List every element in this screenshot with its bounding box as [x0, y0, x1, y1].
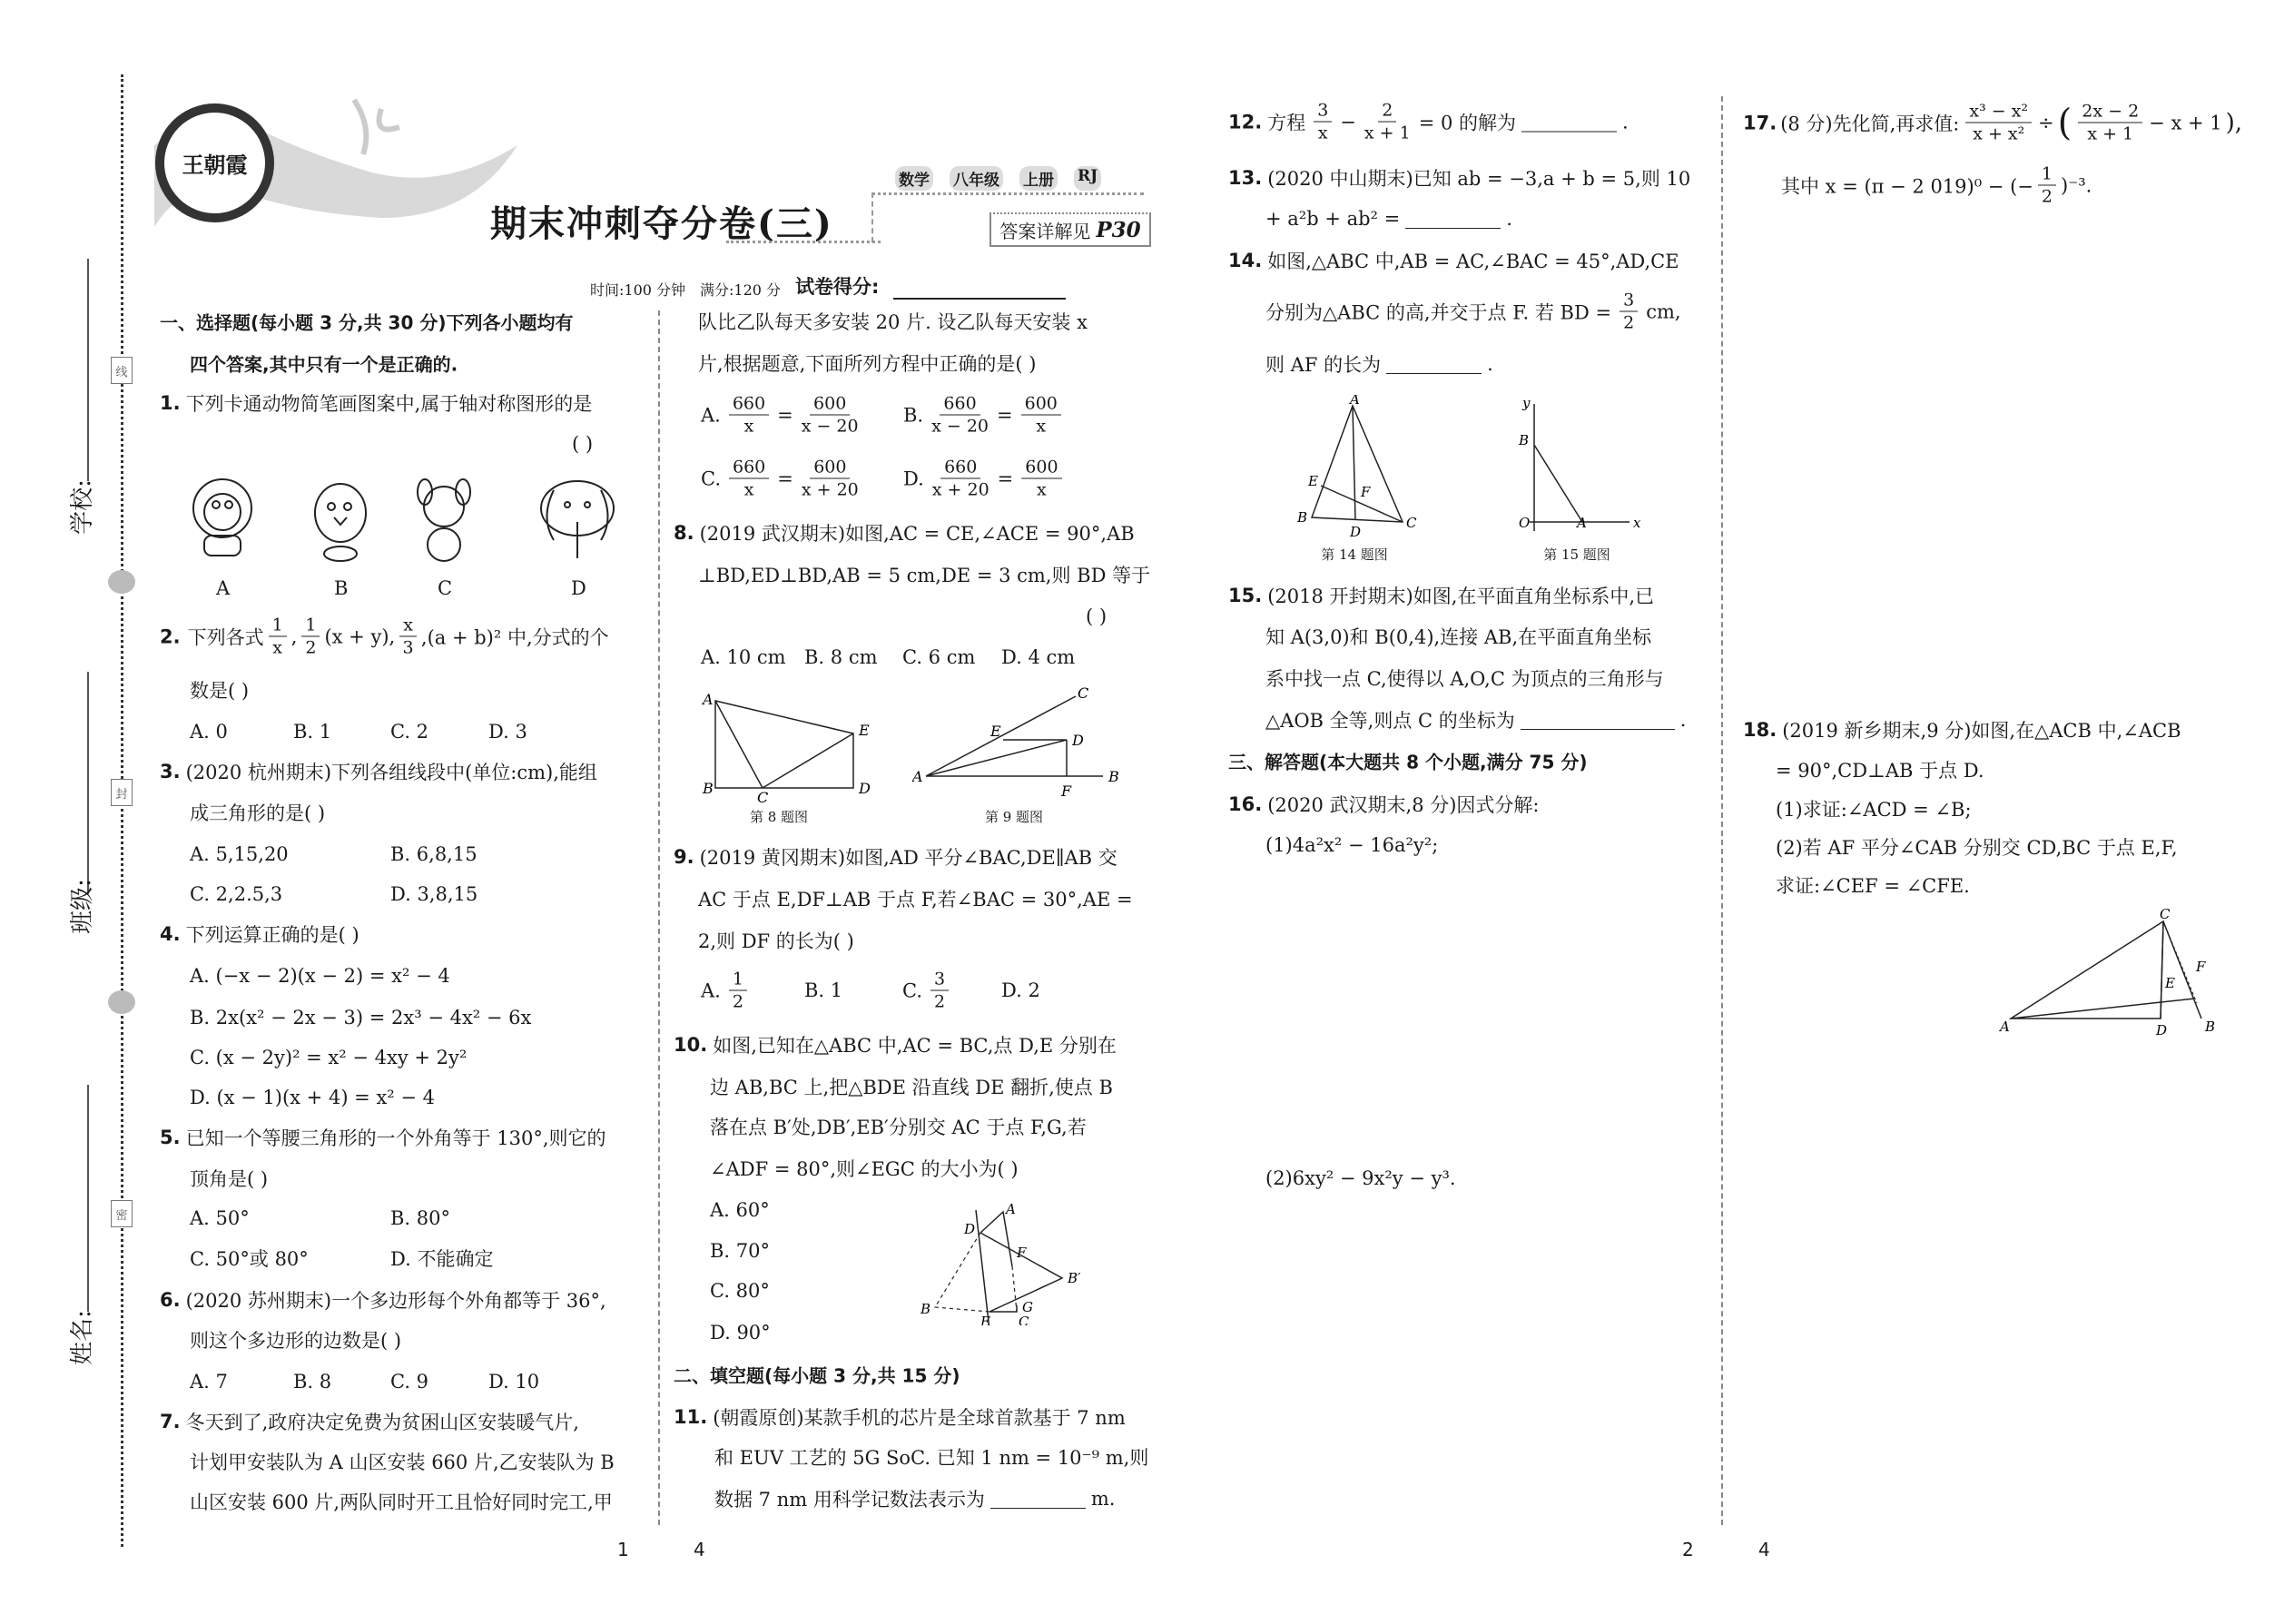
figure-14-caption: 第 14 题图: [1321, 546, 1388, 563]
option-a[interactable]: A. 0: [190, 721, 228, 743]
question-4: [160, 920, 359, 948]
fraction-part: 600: [1021, 457, 1061, 479]
question-text: 2,则 DF 的长为( ): [698, 930, 854, 952]
question-text: 山区安装 600 片,两队同时开工且恰好同时完工,甲: [190, 1491, 613, 1513]
question-number: 6.: [160, 1289, 181, 1311]
question-14-answer: 则 AF 的长为 .: [1265, 353, 1493, 376]
fraction-part: x: [743, 479, 754, 500]
figure-label: D: [964, 1221, 976, 1237]
figure-label: C: [1078, 685, 1089, 702]
figure-label: y: [1522, 395, 1531, 411]
fraction-part: [729, 969, 747, 1013]
question-16-part-2: (2)6xy² − 9x²y − y³.: [1265, 1167, 1456, 1189]
section-2-heading: 二、填空题(每小题 3 分,共 15 分): [674, 1364, 960, 1387]
name-label: 姓名:: [68, 1310, 96, 1365]
figure-label: C: [1406, 515, 1417, 531]
question-text: ,(a + b)² 中,分式的个: [420, 626, 609, 648]
fraction-part: [1620, 290, 1638, 334]
section-1-heading-cont: 四个答案,其中只有一个是正确的.: [190, 353, 458, 376]
page-title: 期末冲刺夺分卷(三): [490, 202, 833, 245]
fraction-part: [802, 457, 859, 501]
fraction-part: x³ − x²: [1965, 101, 2032, 123]
option-c[interactable]: C. 2: [390, 721, 429, 743]
figure-label: E: [859, 722, 870, 739]
option-c[interactable]: C. 9: [390, 1371, 429, 1393]
option-d[interactable]: D. 2: [1001, 979, 1040, 1001]
fraction-part: x + 20: [931, 479, 989, 500]
question-6: [160, 1286, 606, 1314]
fraction-part: 2: [305, 637, 317, 658]
fraction-part: 660: [940, 393, 980, 416]
question-17: 17. (8 分)先化简,再求值: $\frac{\text{x³ − x²}}{\text{x + x²}}$ ÷ ( $\frac{2x - 2}{x + 1}$ − x + 1 ),: [1743, 101, 2243, 144]
question-13: [1228, 164, 1690, 192]
question-1: [160, 389, 592, 417]
option-c[interactable]: C. (x − 2y)² = x² − 4xy + 2y²: [190, 1047, 468, 1068]
question-text: (2020 杭州期末)下列各组线段中(单位:cm),能组: [185, 762, 597, 783]
answer-paren[interactable]: ( ): [572, 433, 594, 455]
time-limit: 时间:100 分钟: [590, 281, 686, 299]
question-7: [160, 1408, 579, 1435]
question-number: 18.: [1743, 719, 1777, 741]
option-d[interactable]: D. $\frac{660}{x + 20}$ = $\frac{600}{x}$: [903, 457, 1065, 501]
question-11-answer: 数据 7 nm 用科学记数法表示为 m.: [714, 1488, 1116, 1511]
option-c[interactable]: C. $\frac{660}{x}$ = $\frac{600}{x + 20}$: [701, 457, 859, 500]
question-number: 12.: [1228, 111, 1263, 133]
question-number: 7.: [160, 1411, 181, 1432]
fraction-part: [1021, 393, 1061, 438]
question-number: 3.: [160, 761, 181, 782]
question-text: 顶角是( ): [190, 1168, 269, 1190]
option-d[interactable]: D. 4 cm: [1001, 646, 1076, 668]
figure-9: [912, 685, 1121, 803]
page-number: 2: [1682, 1539, 1694, 1560]
question-text: (2018 开封期末)如图,在平面直角坐标系中,已: [1267, 586, 1655, 607]
option-d[interactable]: D. 90°: [710, 1322, 771, 1343]
fraction-part: x: [1036, 416, 1047, 437]
column-divider: [1721, 96, 1723, 1525]
option-b[interactable]: B. $\frac{660}{x - 20}$ = $\frac{600}{x}$: [903, 393, 1064, 438]
question-2: 2. 下列各式 $\frac{1}{x}$ , $\frac{1}{2}$ (x + y), $\frac{x}{3}$ ,(a + b)² 中,分式的个: [160, 615, 609, 658]
page-number: 4: [1758, 1539, 1770, 1560]
option-c[interactable]: C. 80°: [710, 1280, 770, 1302]
answer-blank[interactable]: [1386, 354, 1482, 374]
fraction-part: [729, 393, 769, 438]
question-text: 数是( ): [190, 680, 250, 702]
option-d[interactable]: D. 3,8,15: [390, 883, 478, 905]
question-text: 和 EUV 工艺的 5G SoC. 已知 1 nm = 10⁻⁹ m,则: [714, 1447, 1149, 1469]
question-number: 16.: [1228, 793, 1263, 815]
figure-label: A: [1577, 515, 1587, 531]
question-number: 9.: [674, 846, 694, 868]
school-label: 学校:: [68, 479, 96, 535]
figure-label: F: [2196, 959, 2206, 975]
option-a[interactable]: A. (−x − 2)(x − 2) = x² − 4: [190, 965, 450, 987]
answer-blank[interactable]: [1405, 209, 1501, 229]
score-field[interactable]: [893, 280, 1066, 300]
figure-label: E: [2165, 975, 2175, 991]
option-d[interactable]: D. 3: [488, 721, 527, 743]
fraction-part: x: [399, 615, 417, 637]
tag: 数学: [895, 166, 933, 191]
option-b[interactable]: B. 8: [293, 1371, 332, 1393]
fraction-part: 3: [930, 969, 949, 991]
cartoon-b-icon: [315, 484, 366, 561]
figure-label: A: [703, 691, 714, 708]
option-c[interactable]: C. 2,2.5,3: [190, 883, 283, 905]
option-a[interactable]: A. 10 cm: [701, 646, 786, 668]
option-b[interactable]: B. 1: [804, 979, 843, 1001]
figure-label: B: [1297, 509, 1308, 526]
exam-info: [590, 272, 1066, 300]
question-11: [674, 1403, 1126, 1431]
fraction-part: 2: [1623, 312, 1635, 333]
figure-label: D: [1072, 732, 1084, 749]
option-a[interactable]: A. 5,15,20: [190, 843, 289, 865]
fraction-part: [1021, 457, 1061, 501]
question-text: (2020 中山期末)已知 ab = −3,a + b = 5,则 10: [1267, 168, 1691, 190]
question-number: 8.: [674, 522, 694, 544]
option-a[interactable]: A. $\frac{660}{x}$ = $\frac{600}{x - 20}$: [701, 393, 859, 437]
figure-label: C: [1019, 1314, 1029, 1325]
option-d[interactable]: D. (x − 1)(x + 4) = x² − 4: [190, 1087, 436, 1108]
fraction-part: 2: [1378, 100, 1396, 123]
question-number: 4.: [160, 923, 181, 945]
figure-label: E: [1308, 473, 1318, 489]
question-text: (x + y),: [324, 625, 396, 647]
question-text: 则这个多边形的边数是( ): [190, 1330, 402, 1352]
question-text: 片,根据题意,下面所列方程中正确的是( ): [698, 353, 1037, 375]
fraction-part: [930, 969, 949, 1013]
fraction: [301, 615, 320, 659]
question-number: 17.: [1743, 112, 1777, 133]
question-text: AC 于点 E,DF⊥AB 于点 F,若∠BAC = 30°,AE =: [698, 889, 1133, 910]
question-10: [674, 1031, 1117, 1058]
fraction-part: 2: [2041, 186, 2053, 207]
question-text: 计划甲安装队为 A 山区安装 660 片,乙安装队为 B: [190, 1452, 615, 1473]
fraction-part: x + 1: [2087, 123, 2134, 144]
figure-label: B: [921, 1301, 931, 1317]
figure-8-caption: 第 8 题图: [749, 809, 809, 825]
figure-label: B: [1108, 768, 1119, 785]
figure-label: B: [703, 780, 714, 797]
fraction-part: [1314, 100, 1332, 144]
option-b[interactable]: B. 2x(x² − 2x − 3) = 2x³ − 4x² − 6x: [190, 1007, 532, 1029]
figure-label: C: [2160, 908, 2171, 922]
question-text: 队比乙队每天多安装 20 片. 设乙队每天安装 x: [698, 311, 1088, 333]
fraction-part: 2: [934, 991, 946, 1012]
question-text: 落在点 B′处,DB′,EB′分别交 AC 于点 F,G,若: [710, 1117, 1087, 1138]
fraction-part: 1: [2038, 163, 2056, 186]
fraction-part: 3: [1620, 290, 1638, 312]
tag: RJ: [1074, 166, 1101, 191]
option-b[interactable]: B. 80°: [390, 1207, 451, 1229]
binding-line: [121, 74, 123, 1547]
question-13-answer: + a²b + ab² = .: [1265, 208, 1512, 230]
question-number: 2.: [160, 625, 181, 647]
answer-ref-label: 答案详解见: [999, 220, 1091, 242]
fraction-part: x + x²: [1973, 123, 2025, 144]
question-text: ∠ADF = 80°,则∠EGC 的大小为( ): [710, 1158, 1019, 1180]
answer-page: P30: [1096, 217, 1141, 242]
question-17-condition: 其中 x = (π − 2 019)⁰ − (− $\frac{1}{2}$ )⁻³.: [1781, 163, 2092, 207]
page-number: 1: [617, 1539, 629, 1560]
fraction-part: [802, 393, 859, 438]
fraction-part: 600: [810, 393, 850, 416]
fraction-part: [932, 457, 989, 501]
question-text: 如图,△ABC 中,AB = AC,∠BAC = 45°,AD,CE: [1267, 251, 1679, 272]
seal-mark: 线: [111, 357, 133, 384]
fraction-part: x + 1: [1364, 123, 1411, 143]
figure-label: F: [1017, 1245, 1027, 1261]
figure-label: O: [1519, 515, 1531, 531]
fraction-part: [2078, 101, 2142, 145]
question-text: 已知一个等腰三角形的一个外角等于 130°,则它的: [185, 1127, 606, 1149]
section-3-heading: 三、解答题(本大题共 8 个小题,满分 75 分): [1228, 751, 1588, 773]
seal-mark: 密: [111, 1200, 133, 1227]
tag: 上册: [1019, 166, 1058, 191]
question-number: 1.: [160, 392, 181, 414]
score-label: 试卷得分:: [795, 276, 880, 298]
figure-10: [917, 1203, 1098, 1325]
question-16-part-1: (1)4a²x² − 16a²y²;: [1265, 834, 1439, 856]
question-text: 下列各式: [187, 626, 264, 648]
figure-label: E: [990, 723, 1001, 740]
answer-ref-box: [989, 212, 1151, 247]
figure-label: E: [980, 1314, 990, 1325]
fraction-part: 600: [810, 457, 850, 479]
figure-label: F: [1061, 782, 1072, 800]
option-a[interactable]: A. 50°: [190, 1207, 250, 1229]
question-text: = 90°,CD⊥AB 于点 D.: [1776, 760, 1984, 782]
question-number: 14.: [1228, 250, 1263, 271]
question-text: 求证:∠CEF = ∠CFE.: [1776, 875, 1970, 897]
fraction-part: [1364, 100, 1411, 144]
question-text: (朝霞原创)某款手机的芯片是全球首款基于 7 nm: [713, 1407, 1126, 1429]
figure-15: [1511, 395, 1648, 540]
fraction-part: [2038, 163, 2056, 208]
option-b[interactable]: B. 70°: [710, 1240, 771, 1262]
figure-label: A: [912, 768, 923, 785]
fraction-part: x − 20: [931, 416, 989, 437]
question-text: (2019 新乡期末,9 分)如图,在△ACB 中,∠ACB: [1782, 720, 2181, 742]
option-d[interactable]: D. 不能确定: [390, 1248, 494, 1270]
name-line[interactable]: [87, 1085, 89, 1312]
question-8: [674, 519, 1135, 546]
question-text: 下列运算正确的是( ): [185, 924, 359, 946]
figure-label: B′: [1068, 1270, 1081, 1286]
question-text: 系中找一点 C,使得以 A,O,C 为顶点的三角形与: [1265, 668, 1664, 690]
page-number: 4: [694, 1539, 705, 1560]
question-15-answer: △AOB 全等,则点 C 的坐标为 .: [1265, 709, 1687, 732]
option-b[interactable]: B: [334, 577, 349, 599]
fraction-part: 1: [269, 615, 287, 637]
figure-8: [699, 690, 871, 803]
figure-label: A: [1350, 395, 1360, 408]
question-number: 13.: [1228, 167, 1263, 189]
figure-label: D: [1350, 524, 1362, 540]
question-text: (2019 黄冈期末)如图,AD 平分∠BAC,DE∥AB 交: [699, 847, 1117, 869]
fraction-part: x: [743, 416, 754, 437]
question-text: 如图,已知在△ABC 中,AC = BC,点 D,E 分别在: [713, 1035, 1117, 1057]
fraction-part: x: [1037, 479, 1047, 500]
answer-paren[interactable]: ( ): [1086, 605, 1108, 627]
emblem-icon: [108, 570, 135, 594]
question-text: (2020 武汉期末,8 分)因式分解:: [1267, 794, 1540, 816]
fraction-part: [931, 393, 989, 438]
fraction-part: x − 20: [801, 416, 859, 437]
figure-label: D: [2156, 1022, 2168, 1038]
figure-label: B: [2205, 1019, 2216, 1035]
question-18-part-2: (2)若 AF 平分∠CAB 分别交 CD,BC 于点 E,F,: [1776, 837, 2178, 859]
cartoon-d-icon: [541, 481, 614, 558]
question-number: 5.: [160, 1127, 181, 1148]
cartoon-c-icon: [418, 479, 470, 561]
fraction-part: 660: [940, 457, 980, 479]
fraction-part: 660: [729, 393, 769, 416]
figure-15-caption: 第 15 题图: [1543, 546, 1610, 563]
full-score: 满分:120 分: [700, 281, 782, 299]
question-15: [1228, 582, 1654, 609]
figure-label: x: [1633, 515, 1641, 531]
fraction-part: 600: [1021, 393, 1061, 416]
figure-label: G: [1022, 1299, 1033, 1315]
answer-blank[interactable]: [1521, 710, 1675, 730]
question-number: 10.: [674, 1034, 708, 1056]
option-d[interactable]: D: [571, 577, 586, 599]
column-divider: [658, 310, 660, 1525]
question-text: 知 A(3,0)和 B(0,4),连接 AB,在平面直角坐标: [1265, 626, 1652, 648]
option-b[interactable]: B. 6,8,15: [390, 843, 478, 865]
figure-14: [1285, 395, 1421, 540]
question-text: 分别为△ABC 的高,并交于点 F. 若 BD = $\frac{3}{2}$ cm,: [1265, 290, 1681, 333]
question-text: 冬天到了,政府决定免费为贫困山区安装暖气片,: [185, 1412, 579, 1433]
logo-text: 王朝霞: [182, 152, 248, 178]
question-text: (2020 苏州期末)一个多边形每个外角都等于 36°,: [185, 1290, 606, 1312]
fraction-part: 3: [402, 637, 414, 658]
subject-tags: [895, 166, 1101, 191]
option-b[interactable]: B. 1: [293, 721, 332, 743]
option-a[interactable]: A: [216, 577, 231, 599]
option-c[interactable]: C. 50°或 80°: [190, 1248, 309, 1270]
fraction-part: 2: [732, 991, 743, 1012]
section-1-heading: 一、选择题(每小题 3 分,共 30 分)下列各小题均有: [160, 311, 574, 334]
figure-label: C: [757, 789, 769, 803]
class-label: 班级:: [68, 879, 96, 934]
question-5: [160, 1124, 606, 1151]
seal-mark: 封: [111, 779, 133, 806]
question-9: [674, 843, 1117, 871]
fraction-part: x: [1317, 123, 1328, 143]
tag: 八年级: [950, 166, 1003, 191]
question-text: 边 AB,BC 上,把△BDE 沿直线 DE 翻折,使点 B: [710, 1077, 1113, 1098]
logo: [155, 103, 274, 222]
option-a[interactable]: A. 60°: [710, 1199, 770, 1221]
question-14: [1228, 247, 1679, 274]
school-line[interactable]: [87, 259, 89, 481]
fraction-part: 1: [729, 969, 747, 991]
fraction-part: [729, 457, 769, 501]
question-number: 15.: [1228, 585, 1263, 606]
option-c[interactable]: C. $\frac{3}{2}$: [902, 969, 951, 1013]
question-text: ⊥BD,ED⊥BD,AB = 5 cm,DE = 3 cm,则 BD 等于: [698, 565, 1151, 586]
answer-blank[interactable]: [1521, 112, 1617, 132]
fraction-part: 2x − 2: [2078, 101, 2142, 123]
option-d[interactable]: D. 10: [488, 1371, 540, 1393]
fraction-part: 3: [1314, 100, 1332, 123]
cartoon-a-icon: [193, 479, 251, 556]
question-12: 12. 方程 $\frac{3}{x}$ − $\frac{2}{x + 1}$ = 0 的解为 .: [1228, 100, 1629, 143]
figure-label: A: [2000, 1019, 2010, 1035]
question-text: 成三角形的是( ): [190, 802, 326, 824]
figure-label: F: [1361, 484, 1371, 500]
question-number: 11.: [674, 1406, 708, 1428]
option-a[interactable]: A. 7: [190, 1371, 228, 1393]
fraction-part: [1965, 101, 2032, 145]
question-16: [1228, 791, 1540, 818]
figure-label: D: [859, 780, 871, 797]
option-a[interactable]: A. $\frac{1}{2}$: [701, 969, 750, 1013]
figure-18: [1993, 908, 2229, 1039]
option-b[interactable]: B. 8 cm: [804, 646, 878, 668]
question-text: 下列卡通动物简笔画图案中,属于轴对称图形的是: [185, 393, 593, 415]
question-3: [160, 758, 597, 785]
fraction: [269, 615, 287, 659]
figure-9-caption: 第 9 题图: [984, 809, 1044, 825]
cartoon-options: [182, 472, 617, 567]
fraction-part: 660: [729, 457, 769, 479]
question-text: (2019 武汉期末)如图,AC = CE,∠ACE = 90°,AB: [699, 523, 1135, 545]
figure-label: A: [1006, 1203, 1016, 1217]
fraction-part: 1: [301, 615, 320, 637]
option-c[interactable]: C. 6 cm: [902, 646, 976, 668]
class-line[interactable]: [87, 672, 89, 894]
question-18-part-1: (1)求证:∠ACD = ∠B;: [1776, 799, 1972, 821]
fraction-part: x: [272, 637, 282, 658]
option-c[interactable]: C: [438, 577, 453, 599]
answer-blank[interactable]: [990, 1489, 1086, 1509]
fraction: [399, 615, 417, 659]
dotted-ornament: [726, 241, 881, 243]
fraction-part: x + 20: [801, 479, 859, 500]
figure-label: B: [1519, 432, 1530, 448]
emblem-icon: [108, 990, 135, 1014]
question-18: [1743, 716, 2181, 743]
